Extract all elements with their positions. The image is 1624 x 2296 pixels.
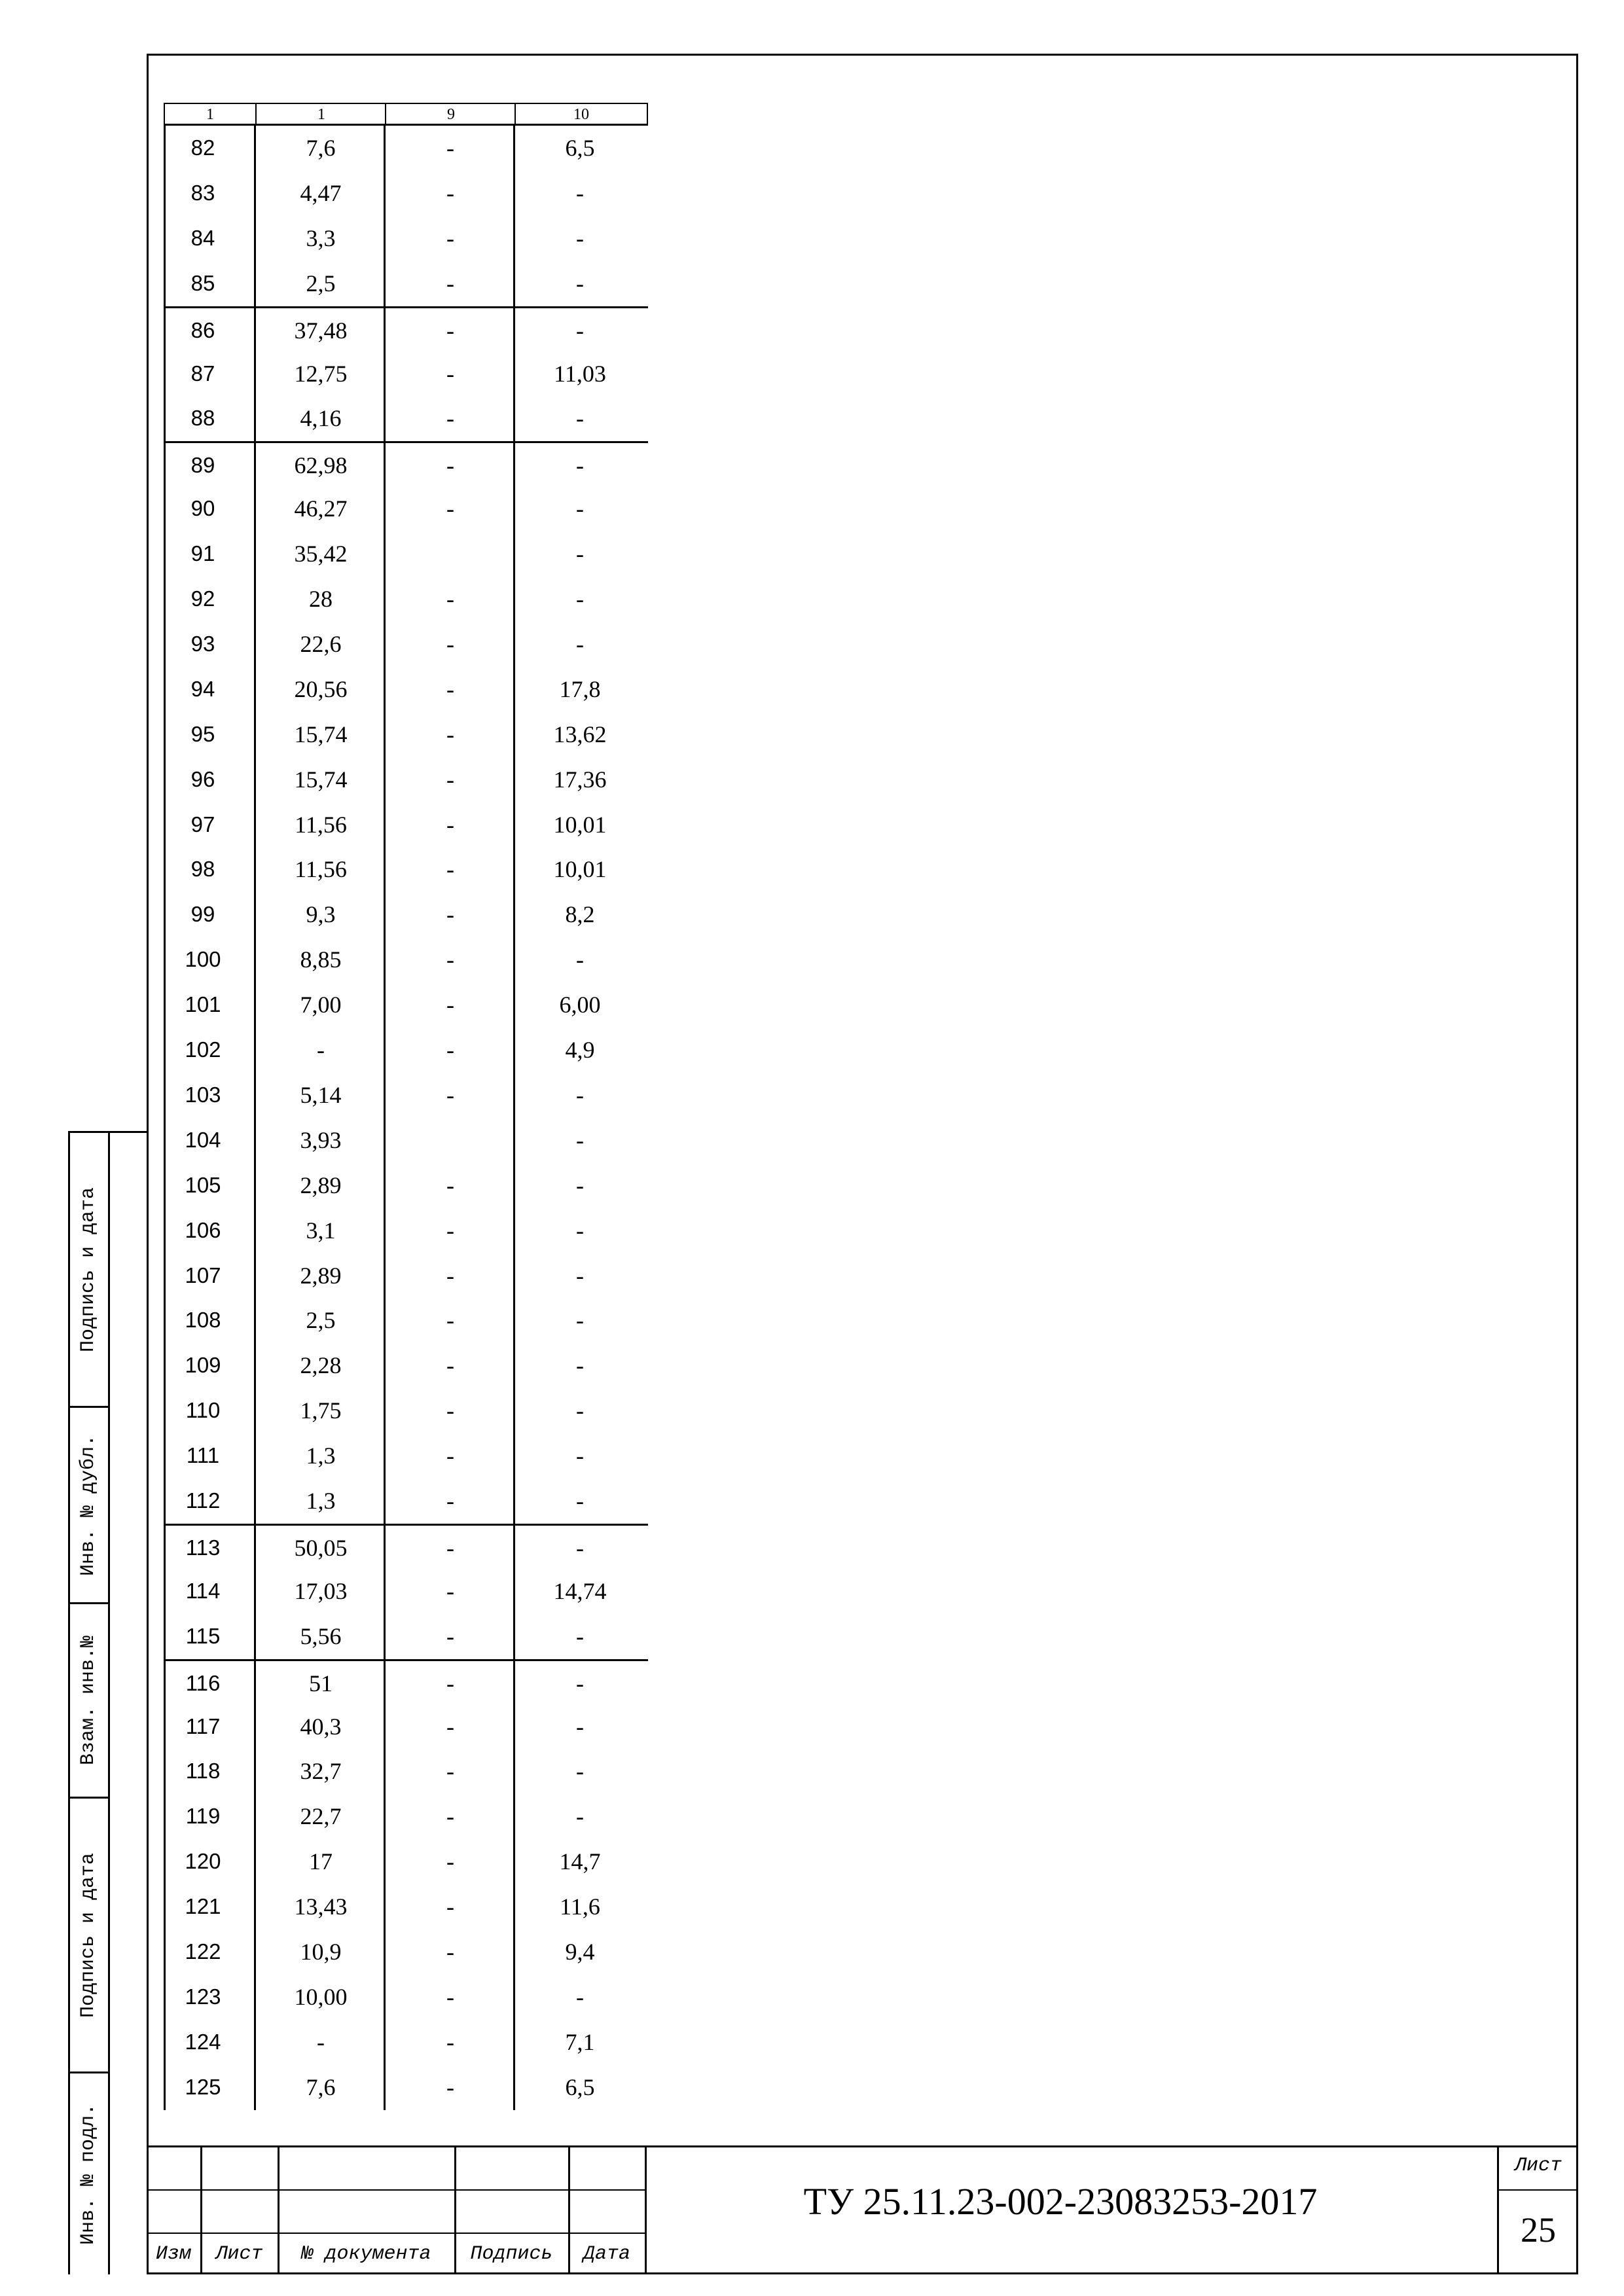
value-col-10: - bbox=[576, 1126, 584, 1153]
value-col-1: 51 bbox=[309, 1670, 333, 1696]
row-number: 92 bbox=[190, 586, 215, 611]
value-col-1: 3,93 bbox=[300, 1126, 342, 1153]
value-col-1: 62,98 bbox=[294, 452, 348, 479]
table-row bbox=[164, 171, 648, 216]
value-col-9: - bbox=[446, 1983, 454, 2010]
row-number: 101 bbox=[185, 992, 221, 1017]
table-column-line bbox=[513, 126, 515, 2110]
value-col-1: 40,3 bbox=[300, 1713, 342, 1740]
table-row bbox=[164, 2020, 648, 2065]
table-row bbox=[164, 1659, 648, 1704]
table-row bbox=[164, 396, 648, 441]
value-col-10: - bbox=[576, 1081, 584, 1108]
value-col-1: 8,85 bbox=[300, 946, 342, 973]
row-number: 85 bbox=[190, 270, 215, 295]
table-row bbox=[164, 892, 648, 937]
table-row bbox=[164, 351, 648, 397]
sheet-label: Лист bbox=[1514, 2155, 1562, 2177]
table-row bbox=[164, 1388, 648, 1433]
value-col-1: 3,3 bbox=[306, 224, 336, 251]
title-block-divider bbox=[645, 2145, 647, 2274]
value-col-9: - bbox=[446, 1758, 454, 1785]
row-number: 84 bbox=[190, 225, 215, 250]
value-col-1: 15,74 bbox=[294, 766, 348, 793]
table-row bbox=[164, 531, 648, 577]
header-cell: 1 bbox=[317, 106, 325, 123]
value-col-9: - bbox=[446, 630, 454, 657]
value-col-1: 7,00 bbox=[300, 992, 342, 1018]
value-col-9: - bbox=[446, 1939, 454, 1965]
table-column-line bbox=[254, 126, 256, 2110]
value-col-9: - bbox=[446, 1397, 454, 1424]
value-col-10: - bbox=[576, 1488, 584, 1514]
table-row bbox=[164, 1884, 648, 1929]
value-col-1: 12,75 bbox=[294, 360, 348, 387]
stamp-label-signature-date-1: Подпись и дата bbox=[77, 1187, 100, 1352]
row-number: 95 bbox=[190, 721, 215, 746]
row-number: 88 bbox=[190, 406, 215, 431]
table-column-line bbox=[164, 126, 166, 2110]
value-col-9: - bbox=[446, 586, 454, 612]
value-col-1: 2,89 bbox=[300, 1262, 342, 1289]
table-row bbox=[164, 1253, 648, 1299]
value-col-10: - bbox=[576, 224, 584, 251]
value-col-9: - bbox=[446, 495, 454, 522]
value-col-1: 50,05 bbox=[294, 1534, 348, 1561]
value-col-1: - bbox=[317, 1037, 325, 1063]
value-col-1: 22,7 bbox=[300, 1803, 342, 1830]
table-row bbox=[164, 622, 648, 667]
row-number: 115 bbox=[185, 1623, 221, 1648]
row-number: 93 bbox=[190, 631, 215, 656]
value-col-1: 35,42 bbox=[294, 541, 348, 567]
value-col-1: 2,5 bbox=[306, 270, 336, 296]
row-number: 105 bbox=[185, 1172, 221, 1197]
value-col-9: - bbox=[446, 1713, 454, 1740]
table-row bbox=[164, 1208, 648, 1253]
table-row bbox=[164, 1343, 648, 1388]
value-col-9: - bbox=[446, 811, 454, 838]
value-col-9: - bbox=[446, 1217, 454, 1244]
row-number: 98 bbox=[190, 857, 215, 882]
table-row bbox=[164, 441, 648, 486]
value-col-1: 37,48 bbox=[294, 317, 348, 344]
value-col-10: - bbox=[576, 452, 584, 479]
value-col-10: - bbox=[576, 270, 584, 296]
table-row bbox=[164, 802, 648, 848]
row-number: 113 bbox=[185, 1535, 221, 1560]
row-number: 87 bbox=[190, 361, 215, 386]
value-col-1: 2,89 bbox=[300, 1172, 342, 1198]
row-number: 103 bbox=[185, 1082, 221, 1107]
row-number: 82 bbox=[190, 135, 215, 160]
col-label-change: Изм bbox=[155, 2243, 191, 2265]
value-col-9 bbox=[385, 531, 516, 577]
value-col-9: - bbox=[446, 721, 454, 747]
row-number: 89 bbox=[190, 453, 215, 478]
value-col-1: 17 bbox=[309, 1848, 333, 1875]
value-col-1: 20,56 bbox=[294, 675, 348, 702]
value-col-10: 7,1 bbox=[565, 2028, 595, 2055]
row-number: 118 bbox=[185, 1759, 221, 1784]
value-col-10: 9,4 bbox=[565, 1939, 595, 1965]
table-row bbox=[164, 2065, 648, 2110]
value-col-9: - bbox=[446, 2073, 454, 2100]
value-col-10: 4,9 bbox=[565, 1037, 595, 1063]
value-col-10: 8,2 bbox=[565, 901, 595, 928]
value-col-9: - bbox=[446, 1307, 454, 1334]
row-number: 120 bbox=[185, 1849, 221, 1874]
value-col-9: - bbox=[446, 224, 454, 251]
value-col-1: 7,6 bbox=[306, 2073, 336, 2100]
value-col-10: - bbox=[576, 946, 584, 973]
title-block-row-line bbox=[147, 2189, 645, 2191]
value-col-9: - bbox=[446, 766, 454, 793]
row-number: 116 bbox=[185, 1670, 221, 1695]
value-col-10: - bbox=[576, 1758, 584, 1785]
table-row bbox=[164, 486, 648, 531]
value-col-10: - bbox=[576, 541, 584, 567]
stamp-label-replace-inv: Взам. инв.№ bbox=[77, 1635, 100, 1766]
row-number: 96 bbox=[190, 766, 215, 791]
value-col-1: 13,43 bbox=[294, 1893, 348, 1920]
value-col-1: 4,16 bbox=[300, 405, 342, 432]
value-col-9: - bbox=[446, 1443, 454, 1469]
table-row bbox=[164, 1163, 648, 1208]
value-col-9: - bbox=[446, 135, 454, 161]
col-label-document: № документа bbox=[301, 2243, 431, 2265]
value-col-1: 2,5 bbox=[306, 1307, 336, 1334]
row-number: 117 bbox=[185, 1713, 221, 1738]
value-col-10: 6,5 bbox=[565, 135, 595, 161]
col-label-sheet: Лист bbox=[215, 2243, 263, 2265]
row-number: 125 bbox=[185, 2074, 221, 2099]
value-col-10: - bbox=[576, 1443, 584, 1469]
value-col-9: - bbox=[446, 1670, 454, 1696]
col-label-date: Дата bbox=[583, 2243, 630, 2265]
value-col-10: 6,5 bbox=[565, 2073, 595, 2100]
value-col-10: - bbox=[576, 1397, 584, 1424]
value-col-10: - bbox=[576, 1262, 584, 1289]
value-col-9: - bbox=[446, 1037, 454, 1063]
value-col-9: - bbox=[446, 179, 454, 206]
value-col-10: - bbox=[576, 495, 584, 522]
value-col-9: - bbox=[446, 1352, 454, 1379]
value-col-10: - bbox=[576, 1803, 584, 1830]
value-col-1: 15,74 bbox=[294, 721, 348, 747]
margin-stamp-divider bbox=[108, 1131, 110, 2274]
value-col-10: 13,62 bbox=[553, 721, 607, 747]
value-col-9 bbox=[385, 1118, 516, 1163]
row-number: 124 bbox=[185, 2029, 221, 2054]
value-col-9: - bbox=[446, 1534, 454, 1561]
table-row bbox=[164, 1614, 648, 1659]
value-col-1: 28 bbox=[309, 586, 333, 612]
table-row bbox=[164, 1118, 648, 1163]
value-col-1: 11,56 bbox=[295, 856, 347, 883]
table-row bbox=[164, 1975, 648, 2020]
row-number: 107 bbox=[185, 1263, 221, 1287]
value-col-9: - bbox=[446, 1172, 454, 1198]
table-row bbox=[164, 712, 648, 757]
table-row bbox=[164, 1794, 648, 1839]
row-number: 106 bbox=[185, 1217, 221, 1242]
value-col-10: - bbox=[576, 179, 584, 206]
col-label-signature: Подпись bbox=[470, 2243, 553, 2265]
table-row bbox=[164, 757, 648, 802]
row-number: 86 bbox=[190, 317, 215, 342]
value-col-9: - bbox=[446, 1803, 454, 1830]
value-col-10: - bbox=[576, 1670, 584, 1696]
value-col-9: - bbox=[446, 317, 454, 344]
value-col-10: 17,8 bbox=[559, 675, 601, 702]
table-row bbox=[164, 1569, 648, 1614]
table-row bbox=[164, 982, 648, 1028]
value-col-9: - bbox=[446, 946, 454, 973]
row-number: 97 bbox=[190, 812, 215, 836]
row-number: 90 bbox=[190, 496, 215, 521]
value-col-1: 4,47 bbox=[300, 179, 342, 206]
value-col-9: - bbox=[446, 270, 454, 296]
stamp-label-orig-inv: Инв. № подл. bbox=[77, 2103, 100, 2245]
row-number: 119 bbox=[185, 1804, 221, 1829]
row-number: 123 bbox=[185, 1984, 221, 2009]
value-col-10: 17,36 bbox=[553, 766, 607, 793]
title-block-top-line bbox=[147, 2145, 1578, 2147]
table-row bbox=[164, 1073, 648, 1118]
value-col-9: - bbox=[446, 452, 454, 479]
value-col-9: - bbox=[446, 2028, 454, 2055]
table-row bbox=[164, 306, 648, 351]
value-col-10: 6,00 bbox=[559, 992, 601, 1018]
table-row bbox=[164, 1749, 648, 1794]
table-row bbox=[164, 847, 648, 892]
value-col-10: - bbox=[576, 1217, 584, 1244]
table-row bbox=[164, 1929, 648, 1975]
table-row bbox=[164, 1028, 648, 1073]
table-row bbox=[164, 577, 648, 622]
table-row bbox=[164, 1704, 648, 1749]
table-row bbox=[164, 1298, 648, 1343]
document-code: ТУ 25.11.23-002-23083253-2017 bbox=[803, 2180, 1318, 2223]
stamp-label-dup-inv: Инв. № дубл. bbox=[77, 1434, 100, 1576]
value-col-10: - bbox=[576, 586, 584, 612]
value-col-10: - bbox=[576, 1623, 584, 1649]
value-col-10: 10,01 bbox=[553, 856, 607, 883]
table-row bbox=[164, 1479, 648, 1524]
value-col-1: 1,3 bbox=[306, 1443, 336, 1469]
value-col-1: 32,7 bbox=[300, 1758, 342, 1785]
value-col-9: - bbox=[446, 901, 454, 928]
header-cell: 1 bbox=[206, 106, 214, 123]
value-col-1: 2,28 bbox=[300, 1352, 342, 1379]
value-col-1: 17,03 bbox=[294, 1577, 348, 1604]
value-col-9: - bbox=[446, 360, 454, 387]
value-col-9: - bbox=[446, 1893, 454, 1920]
row-number: 100 bbox=[185, 947, 221, 972]
table-column-line bbox=[384, 126, 386, 2110]
value-col-10: - bbox=[576, 1713, 584, 1740]
table-row bbox=[164, 261, 648, 306]
value-col-1: 10,9 bbox=[300, 1939, 342, 1965]
value-col-9: - bbox=[446, 1623, 454, 1649]
header-cell: 9 bbox=[447, 106, 455, 123]
table-row bbox=[164, 1524, 648, 1569]
value-col-9: - bbox=[446, 856, 454, 883]
table-row bbox=[164, 667, 648, 712]
row-number: 109 bbox=[185, 1353, 221, 1378]
value-col-10: 11,6 bbox=[560, 1893, 600, 1920]
value-col-10: - bbox=[576, 405, 584, 432]
sheet-number: 25 bbox=[1521, 2210, 1556, 2250]
row-number: 110 bbox=[185, 1398, 221, 1423]
value-col-10: 10,01 bbox=[553, 811, 607, 838]
value-col-1: 9,3 bbox=[306, 901, 336, 928]
row-number: 121 bbox=[185, 1894, 221, 1919]
value-col-9: - bbox=[446, 992, 454, 1018]
value-col-10: - bbox=[576, 1534, 584, 1561]
stamp-label-signature-date-2: Подпись и дата bbox=[77, 1852, 100, 2018]
value-col-9: - bbox=[446, 1848, 454, 1875]
value-col-1: 11,56 bbox=[295, 811, 347, 838]
row-number: 114 bbox=[185, 1578, 221, 1603]
value-col-1: 1,75 bbox=[300, 1397, 342, 1424]
value-col-10: 11,03 bbox=[554, 360, 606, 387]
row-number: 108 bbox=[185, 1308, 221, 1333]
value-col-10: - bbox=[576, 1352, 584, 1379]
value-col-1: 46,27 bbox=[294, 495, 348, 522]
value-col-10: - bbox=[576, 1983, 584, 2010]
value-col-1: 7,6 bbox=[306, 135, 336, 161]
value-col-9: - bbox=[446, 1488, 454, 1514]
value-col-9: - bbox=[446, 1262, 454, 1289]
row-number: 104 bbox=[185, 1127, 221, 1152]
row-number: 83 bbox=[190, 180, 215, 205]
value-col-1: 5,14 bbox=[300, 1081, 342, 1108]
value-col-1: 1,3 bbox=[306, 1488, 336, 1514]
row-number: 91 bbox=[190, 541, 215, 566]
row-number: 122 bbox=[185, 1939, 221, 1964]
row-number: 111 bbox=[186, 1443, 220, 1468]
value-col-9: - bbox=[446, 405, 454, 432]
table-row bbox=[164, 937, 648, 982]
value-col-1: - bbox=[317, 2028, 325, 2055]
header-cell: 10 bbox=[573, 106, 589, 123]
value-col-10: - bbox=[576, 1307, 584, 1334]
table-row bbox=[164, 1839, 648, 1884]
value-col-9: - bbox=[446, 1081, 454, 1108]
table-row bbox=[164, 1433, 648, 1479]
row-number: 99 bbox=[190, 902, 215, 927]
table-row bbox=[164, 216, 648, 261]
row-number: 112 bbox=[185, 1488, 221, 1513]
value-col-1: 22,6 bbox=[300, 630, 342, 657]
table-header bbox=[164, 103, 648, 126]
row-number: 94 bbox=[190, 676, 215, 701]
value-col-1: 10,00 bbox=[294, 1983, 348, 2010]
value-col-10: - bbox=[576, 630, 584, 657]
table-row bbox=[164, 126, 648, 171]
value-col-10: - bbox=[576, 1172, 584, 1198]
value-col-10: 14,7 bbox=[559, 1848, 601, 1875]
row-number: 102 bbox=[185, 1037, 221, 1062]
value-col-10: - bbox=[576, 317, 584, 344]
value-col-1: 3,1 bbox=[306, 1217, 336, 1244]
value-col-10: 14,74 bbox=[553, 1577, 607, 1604]
value-col-9: - bbox=[446, 675, 454, 702]
title-block-row-line bbox=[147, 2233, 645, 2234]
value-col-9: - bbox=[446, 1577, 454, 1604]
value-col-1: 5,56 bbox=[300, 1623, 342, 1649]
